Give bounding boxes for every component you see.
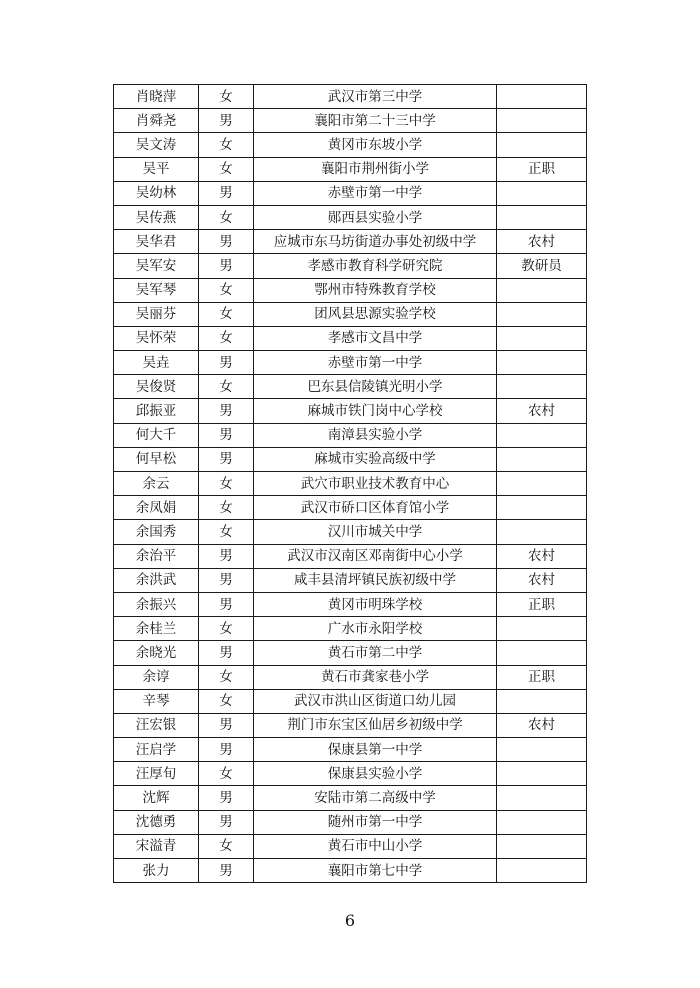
table-row: [114, 254, 587, 278]
table-row: [114, 568, 587, 592]
school-cell: 团风县思源实验学校: [254, 302, 497, 326]
gender-cell: 男: [199, 230, 254, 254]
note-cell: [497, 617, 587, 641]
gender-cell: 女: [199, 617, 254, 641]
gender-cell: 男: [199, 859, 254, 883]
gender-cell: 女: [199, 157, 254, 181]
table-row: [114, 689, 587, 713]
school-cell: 荆门市东宝区仙居乡初级中学: [254, 713, 497, 737]
table-row: [114, 834, 587, 858]
gender-cell: 女: [199, 278, 254, 302]
roster-table-body: [114, 85, 587, 883]
note-cell: [497, 423, 587, 447]
table-row: [114, 205, 587, 229]
page-number: 6: [344, 911, 356, 930]
roster-table-container: [113, 84, 586, 883]
note-cell: [497, 302, 587, 326]
gender-cell: 女: [199, 326, 254, 350]
gender-cell: 女: [199, 375, 254, 399]
gender-cell: 男: [199, 254, 254, 278]
school-cell: 鄂州市特殊教育学校: [254, 278, 497, 302]
gender-cell: 女: [199, 302, 254, 326]
gender-cell: 女: [199, 834, 254, 858]
name-cell: 沈德勇: [114, 810, 199, 834]
table-row: [114, 641, 587, 665]
name-cell: 吴军安: [114, 254, 199, 278]
gender-cell: 女: [199, 205, 254, 229]
school-cell: 孝感市教育科学研究院: [254, 254, 497, 278]
school-cell: 保康县实验小学: [254, 762, 497, 786]
note-cell: [497, 133, 587, 157]
name-cell: 肖晓萍: [114, 85, 199, 109]
table-row: [114, 544, 587, 568]
gender-cell: 女: [199, 520, 254, 544]
name-cell: 张力: [114, 859, 199, 883]
gender-cell: 男: [199, 738, 254, 762]
school-cell: 襄阳市第七中学: [254, 859, 497, 883]
note-cell: [497, 762, 587, 786]
gender-cell: 女: [199, 133, 254, 157]
gender-cell: 男: [199, 641, 254, 665]
note-cell: [497, 85, 587, 109]
name-cell: 辛琴: [114, 689, 199, 713]
school-cell: 郧西县实验小学: [254, 205, 497, 229]
name-cell: 肖舜尧: [114, 109, 199, 133]
table-row: [114, 375, 587, 399]
name-cell: 吴军琴: [114, 278, 199, 302]
note-cell: 农村: [497, 544, 587, 568]
school-cell: 随州市第一中学: [254, 810, 497, 834]
name-cell: 汪厚旬: [114, 762, 199, 786]
name-cell: 何大千: [114, 423, 199, 447]
name-cell: 余云: [114, 472, 199, 496]
school-cell: 黄石市龚家巷小学: [254, 665, 497, 689]
note-cell: [497, 109, 587, 133]
school-cell: 汉川市城关中学: [254, 520, 497, 544]
note-cell: [497, 810, 587, 834]
note-cell: [497, 520, 587, 544]
gender-cell: 男: [199, 181, 254, 205]
name-cell: 吴俊贤: [114, 375, 199, 399]
name-cell: 吴华君: [114, 230, 199, 254]
gender-cell: 女: [199, 762, 254, 786]
school-cell: 应城市东马坊街道办事处初级中学: [254, 230, 497, 254]
name-cell: 宋溢青: [114, 834, 199, 858]
name-cell: 吴传燕: [114, 205, 199, 229]
note-cell: [497, 278, 587, 302]
name-cell: 吴幼林: [114, 181, 199, 205]
name-cell: 余振兴: [114, 592, 199, 616]
school-cell: 武汉市第三中学: [254, 85, 497, 109]
table-row: [114, 762, 587, 786]
school-cell: 武汉市硚口区体育馆小学: [254, 496, 497, 520]
note-cell: 农村: [497, 568, 587, 592]
table-row: [114, 109, 587, 133]
school-cell: 麻城市铁门岗中心学校: [254, 399, 497, 423]
name-cell: 汪宏银: [114, 713, 199, 737]
note-cell: [497, 641, 587, 665]
note-cell: 农村: [497, 230, 587, 254]
note-cell: 正职: [497, 592, 587, 616]
school-cell: 武汉市洪山区街道口幼儿园: [254, 689, 497, 713]
note-cell: 教研员: [497, 254, 587, 278]
note-cell: [497, 181, 587, 205]
school-cell: 黄石市第二中学: [254, 641, 497, 665]
school-cell: 黄冈市明珠学校: [254, 592, 497, 616]
school-cell: 保康县第一中学: [254, 738, 497, 762]
gender-cell: 女: [199, 496, 254, 520]
gender-cell: 男: [199, 568, 254, 592]
gender-cell: 女: [199, 665, 254, 689]
name-cell: 邱振亚: [114, 399, 199, 423]
name-cell: 吴怀荣: [114, 326, 199, 350]
table-row: [114, 181, 587, 205]
note-cell: [497, 375, 587, 399]
gender-cell: 男: [199, 109, 254, 133]
note-cell: [497, 326, 587, 350]
name-cell: 汪启学: [114, 738, 199, 762]
name-cell: 何早松: [114, 447, 199, 471]
gender-cell: 男: [199, 713, 254, 737]
name-cell: 吴文涛: [114, 133, 199, 157]
table-row: [114, 447, 587, 471]
note-cell: [497, 689, 587, 713]
name-cell: 余洪武: [114, 568, 199, 592]
note-cell: [497, 738, 587, 762]
note-cell: [497, 834, 587, 858]
table-row: [114, 520, 587, 544]
name-cell: 余晓光: [114, 641, 199, 665]
table-row: [114, 302, 587, 326]
note-cell: 农村: [497, 713, 587, 737]
school-cell: 襄阳市荆州街小学: [254, 157, 497, 181]
table-row: [114, 278, 587, 302]
table-row: [114, 157, 587, 181]
table-row: [114, 85, 587, 109]
table-row: [114, 230, 587, 254]
note-cell: 正职: [497, 665, 587, 689]
name-cell: 余谆: [114, 665, 199, 689]
school-cell: 南漳县实验小学: [254, 423, 497, 447]
note-cell: 正职: [497, 157, 587, 181]
name-cell: 余桂兰: [114, 617, 199, 641]
note-cell: [497, 786, 587, 810]
school-cell: 赤壁市第一中学: [254, 351, 497, 375]
table-row: [114, 810, 587, 834]
name-cell: 余治平: [114, 544, 199, 568]
school-cell: 安陆市第二高级中学: [254, 786, 497, 810]
note-cell: [497, 472, 587, 496]
gender-cell: 男: [199, 447, 254, 471]
name-cell: 余凤娟: [114, 496, 199, 520]
school-cell: 广水市永阳学校: [254, 617, 497, 641]
gender-cell: 女: [199, 689, 254, 713]
table-row: [114, 617, 587, 641]
name-cell: 吴平: [114, 157, 199, 181]
table-row: [114, 472, 587, 496]
roster-table: [113, 84, 587, 883]
table-row: [114, 399, 587, 423]
note-cell: 农村: [497, 399, 587, 423]
name-cell: 余国秀: [114, 520, 199, 544]
table-row: [114, 351, 587, 375]
table-row: [114, 423, 587, 447]
table-row: [114, 786, 587, 810]
table-row: [114, 713, 587, 737]
school-cell: 武汉市汉南区邓南街中心小学: [254, 544, 497, 568]
note-cell: [497, 205, 587, 229]
school-cell: 咸丰县清坪镇民族初级中学: [254, 568, 497, 592]
gender-cell: 男: [199, 592, 254, 616]
table-row: [114, 496, 587, 520]
note-cell: [497, 859, 587, 883]
school-cell: 赤壁市第一中学: [254, 181, 497, 205]
school-cell: 巴东县信陵镇光明小学: [254, 375, 497, 399]
table-row: [114, 592, 587, 616]
gender-cell: 男: [199, 423, 254, 447]
gender-cell: 男: [199, 810, 254, 834]
table-row: [114, 133, 587, 157]
gender-cell: 男: [199, 544, 254, 568]
table-row: [114, 665, 587, 689]
table-row: [114, 859, 587, 883]
gender-cell: 女: [199, 472, 254, 496]
school-cell: 襄阳市第二十三中学: [254, 109, 497, 133]
school-cell: 武穴市职业技术教育中心: [254, 472, 497, 496]
table-row: [114, 738, 587, 762]
gender-cell: 男: [199, 399, 254, 423]
school-cell: 黄冈市东坡小学: [254, 133, 497, 157]
name-cell: 吴丽芬: [114, 302, 199, 326]
note-cell: [497, 496, 587, 520]
school-cell: 麻城市实验高级中学: [254, 447, 497, 471]
gender-cell: 男: [199, 786, 254, 810]
note-cell: [497, 351, 587, 375]
table-row: [114, 326, 587, 350]
gender-cell: 男: [199, 351, 254, 375]
school-cell: 孝感市文昌中学: [254, 326, 497, 350]
name-cell: 沈辉: [114, 786, 199, 810]
gender-cell: 女: [199, 85, 254, 109]
school-cell: 黄石市中山小学: [254, 834, 497, 858]
note-cell: [497, 447, 587, 471]
name-cell: 吴垚: [114, 351, 199, 375]
